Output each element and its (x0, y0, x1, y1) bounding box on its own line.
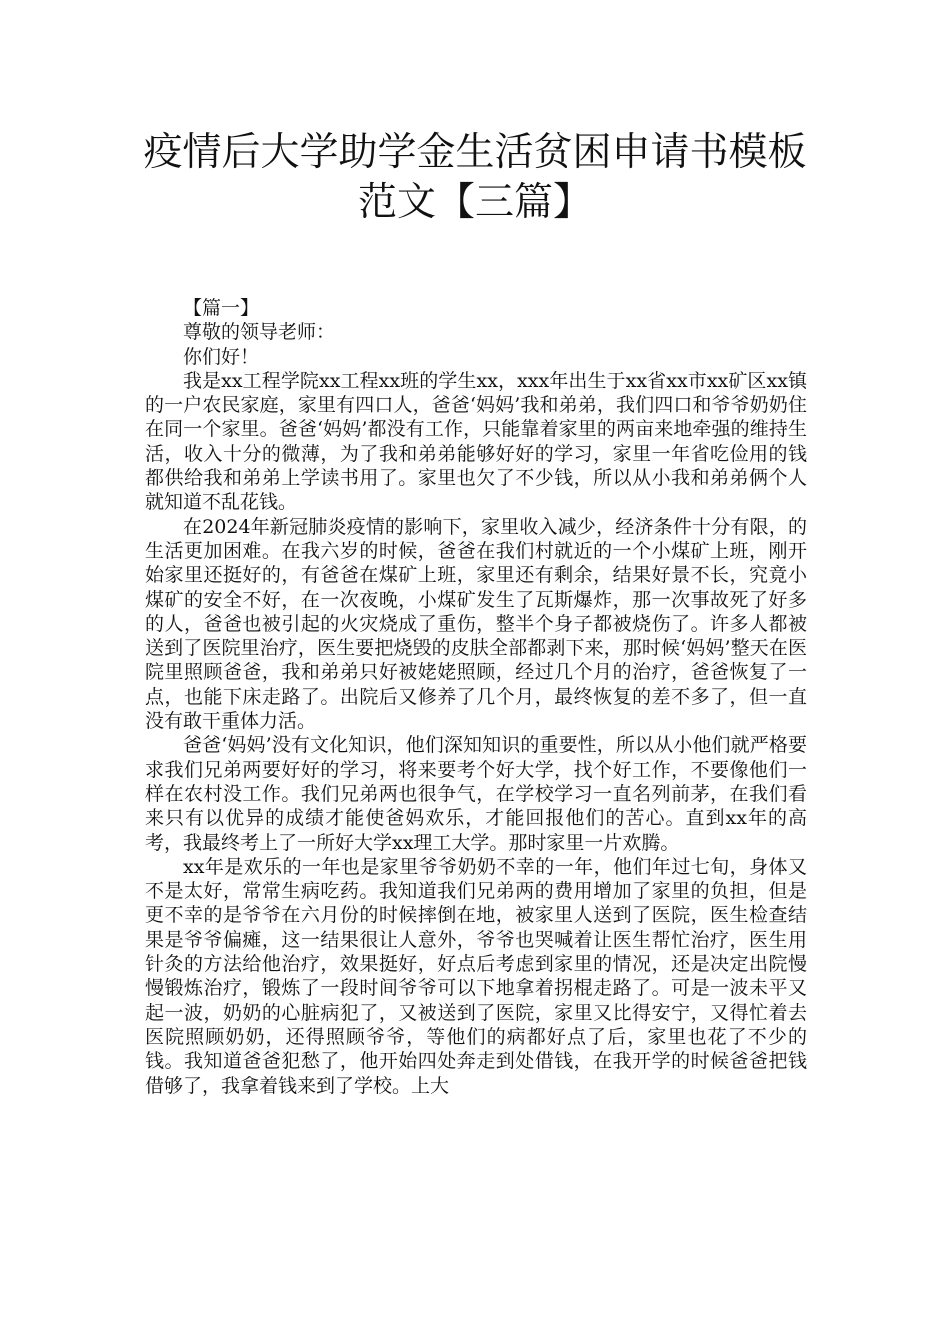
body-paragraph: 我是xx工程学院xx工程xx班的学生xx，xxx年出生于xx省xx市xx矿区xx镇的一户农民家庭，家里有四口人，爸爸‘妈妈’我和弟弟，我们四口和爷爷奶奶住在同一个家里。爸爸‘妈妈’都没有工作，只能靠着家里的两亩来地牵强的维持生活，收入十分的微薄，为了我和弟弟能够好好的学习，家里一年省吃俭用的钱都供给我和弟弟上学读书用了。家里也欠了不少钱，所以从小我和弟弟俩个人就知道不乱花钱。 (145, 369, 807, 514)
salutation: 尊敬的领导老师： (183, 321, 336, 344)
document-body (145, 296, 807, 1098)
section-label: 【篇一】 (183, 297, 260, 319)
body-paragraph: 爸爸‘妈妈’没有文化知识，他们深知知识的重要性，所以从小他们就严格要求我们兄弟两要好好的学习，将来要考个好大学，找个好工作，不要像他们一样在农村没工作。我们兄弟两也很争气，在学校学习一直名列前茅，在我们看来只有以优异的成绩才能使爸妈欢乐，才能回报他们的苦心。直到xx年的高考，我最终考上了一所好大学xx理工大学。那时家里一片欢腾。 (145, 734, 807, 854)
title-line-2: 范文【三篇】 (357, 180, 592, 225)
body-paragraph: xx年是欢乐的一年也是家里爷爷奶奶不幸的一年，他们年过七旬，身体又不是太好，常常生病吃药。我知道我们兄弟两的费用增加了家里的负担，但是更不幸的是爷爷在六月份的时候摔倒在地，被家里人送到了医院，医生检查结果是爷爷偏瘫，这一结果很让人意外，爷爷也哭喊着让医生帮忙治疗，医生用针灸的方法给他治疗，效果挺好，好点后考虑到家里的情况，还是决定出院慢慢锻炼治疗，锻炼了一段时间爷爷可以下地拿着拐棍走路了。可是一波未平又起一波，奶奶的心脏病犯了，又被送到了医院，家里又比得安宁，又得忙着去医院照顾奶奶，还得照顾爷爷，等他们的病都好点了后，家里也花了不少的钱。我知道爸爸犯愁了，他开始四处奔走到处借钱，在我开学的时候爸爸把钱借够了，我拿着钱来到了学校。上大 (145, 855, 807, 1097)
title-line-1: 疫情后大学助学金生活贫困申请书模板 (143, 130, 807, 175)
body-paragraph: 在2024年新冠肺炎疫情的影响下，家里收入减少，经济条件十分有限，的生活更加困难。在我六岁的时候，爸爸在我们村就近的一个小煤矿上班，刚开始家里还挺好的，有爸爸在煤矿上班，家里还有剩余，结果好景不长，究竟小煤矿的安全不好，在一次夜晚，小煤矿发生了瓦斯爆炸，那一次事故死了好多的人，爸爸也被引起的火灾烧成了重伤，整半个身子都被烧伤了。许多人都被送到了医院里治疗，医生要把烧毁的皮肤全部都剥下来，那时候‘妈妈’整天在医院里照顾爸爸，我和弟弟只好被姥姥照顾，经过几个月的治疗，爸爸恢复了一点，也能下床走路了。出院后又修养了几个月，最终恢复的差不多了，但一直没有敢干重体力活。 (145, 515, 807, 733)
greeting: 你们好！ (183, 345, 260, 368)
document-title (100, 128, 850, 228)
